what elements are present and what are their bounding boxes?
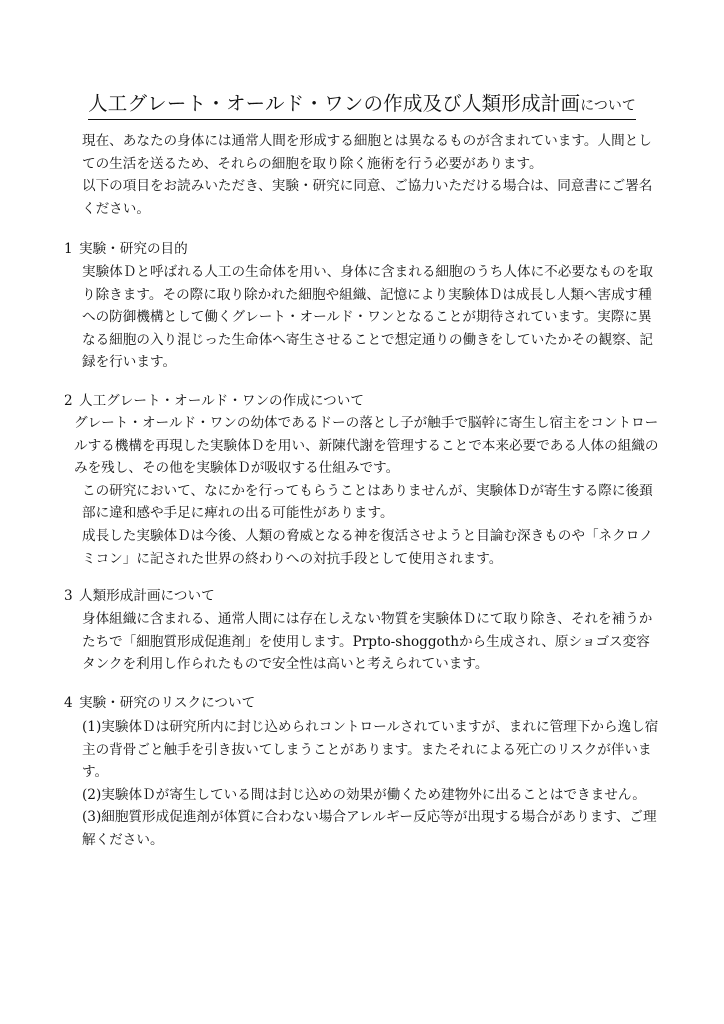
intro-block — [82, 130, 662, 220]
section-1-body — [82, 261, 662, 374]
risk-item: (3)細胞質形成促進剤が体質に合わない場合アレルギー反応等が出現する場合があります、ご理解ください。 — [82, 809, 657, 848]
section-3-heading — [64, 585, 215, 607]
title-underlined — [88, 92, 636, 120]
intro-paragraph: 以下の項目をお読みいただき、実験・研究に同意、ご協力いただける場合は、同意書にご署名ください。 — [82, 178, 653, 217]
section-title: 人類形成計画について — [79, 588, 215, 604]
risk-item: (1)実験体Ｄは研究所内に封じ込められコントロールされていますが、まれに管理下から逸し宿主の背骨ごと触手を引き抜いてしまうことがあります。またそれによる死亡のリスクが伴います。 — [82, 719, 659, 781]
section-2-heading — [64, 390, 364, 412]
section-4-heading — [64, 692, 255, 714]
section-3-body — [82, 608, 662, 676]
section-paragraph: この研究において、なにかを行ってもらうことはありませんが、実験体Ｄが寄生する際に後頚部に違和感や手足に痺れの出る可能性があります。 — [82, 482, 653, 522]
risk-item: (2)実験体Ｄが寄生している間は封じ込めの効果が働くため建物外に出ることはできません。 — [82, 786, 646, 803]
section-2-body — [74, 412, 662, 570]
section-number: 4 — [64, 695, 73, 711]
section-1-heading — [64, 238, 188, 260]
title-suffix: について — [580, 98, 636, 114]
section-4-body — [82, 716, 662, 852]
section-paragraph: 実験体Ｄと呼ばれる人工の生命体を用い、身体に含まれる細胞のうち人体に不必要なものを取り除きます。その際に取り除かれた細胞や組織、記憶により実験体Ｄは成長し人類へ害成す種への防御機構として働くグレート・オールド・ワンとなることが期待されています。実際に異なる細胞の入り混じった生命体へ寄生させることで想定通りの働きをしていたかその観察、記録を行います。 — [82, 264, 653, 371]
section-title: 人工グレート・オールド・ワンの作成について — [79, 393, 364, 409]
section-number: 1 — [64, 241, 73, 257]
section-title: 実験・研究の目的 — [79, 241, 188, 257]
section-number: 2 — [64, 393, 73, 409]
section-title: 実験・研究のリスクについて — [79, 695, 256, 711]
section-paragraph: 成長した実験体Ｄは今後、人類の脅威となる神を復活させようと目論む深きものや「ネクロノミコン」に記された世界の終わりへの対抗手段として使用されます。 — [82, 527, 653, 567]
section-paragraph: グレート・オールド・ワンの幼体であるドーの落とし子が触手で脳幹に寄生し宿主をコントロールする機構を再現した実験体Ｄを用い、新陳代謝を管理することで本来必要である人体の組織のみを残し、その他を実験体Ｄが吸収する仕組みです。 — [74, 415, 659, 477]
document-title — [0, 92, 724, 120]
section-paragraph: 身体組織に含まれる、通常人間には存在しえない物質を実験体Ｄにて取り除き、それを補うかたちで「細胞質形成促進剤」を使用します。Prpto-shoggothから生成され、原ショゴス変容タンクを利用し作られたもので安全性は高いと考えられています。 — [82, 611, 653, 673]
intro-paragraph: 現在、あなたの身体には通常人間を形成する細胞とは異なるものが含まれています。人間としての生活を送るため、それらの細胞を取り除く施術を行う必要があります。 — [82, 133, 652, 172]
title-main: 人工グレート・オールド・ワンの作成及び人類形成計画 — [88, 92, 581, 115]
section-number: 3 — [64, 588, 73, 604]
